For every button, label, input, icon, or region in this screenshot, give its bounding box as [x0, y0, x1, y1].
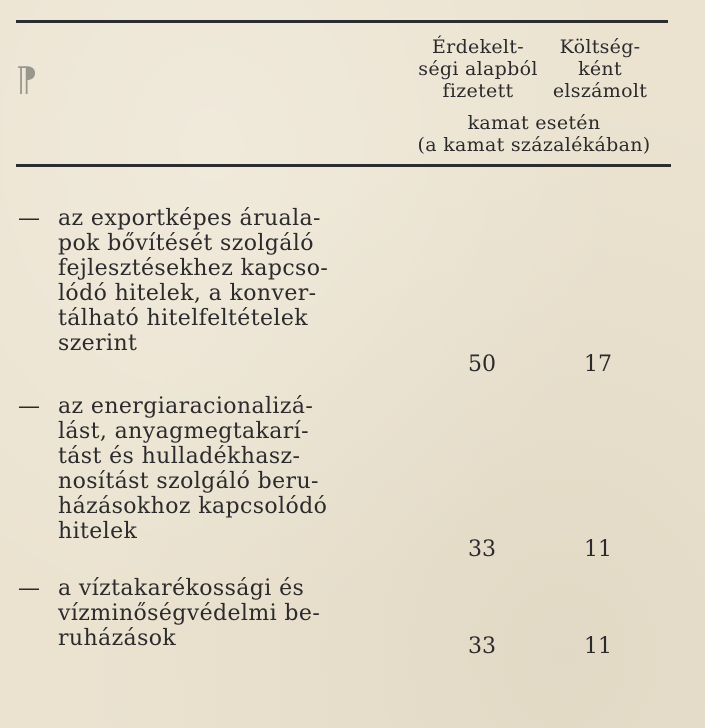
header-separator-rule	[16, 164, 671, 167]
margin-mark-icon: ⁋	[16, 60, 38, 100]
description-line: lást, anyagmegtakarí-	[58, 419, 309, 444]
header-line: Költség-	[559, 36, 641, 58]
column-header-cost-accounted	[548, 36, 652, 102]
description-line: tálható hitelfeltételek	[58, 306, 308, 331]
header-line: fizetett	[442, 80, 514, 102]
description-line: az exportképes áruala-	[58, 206, 321, 231]
description-line: az energiaracionalizá-	[58, 394, 314, 419]
value-cost-accounted: 11	[584, 537, 612, 562]
description-line: pok bővítését szolgáló	[58, 231, 314, 256]
description-line: lódó hitelek, a konver-	[58, 281, 317, 306]
value-interest-fund: 33	[468, 634, 496, 659]
description-line: nosítást szolgáló beru-	[58, 469, 319, 494]
dash-marker: —	[18, 576, 40, 601]
description-line: házásokhoz kapcsolódó	[58, 494, 328, 519]
top-rule	[16, 20, 668, 23]
header-line: elszámolt	[552, 80, 648, 102]
header-line: Érdekelt-	[432, 36, 524, 58]
description-line: a víztakarékossági és	[58, 576, 305, 601]
value-cost-accounted: 11	[584, 634, 612, 659]
unit-line: (a kamat százalékában)	[417, 134, 651, 156]
description-line: ruházások	[58, 626, 177, 651]
description-line: fejlesztésekhez kapcso-	[58, 256, 329, 281]
row-description	[58, 394, 327, 544]
description-line: vízminőségvédelmi be-	[58, 601, 321, 626]
description-line: szerint	[58, 331, 138, 356]
description-line: hitelek	[58, 519, 138, 544]
row-description	[58, 576, 320, 651]
value-cost-accounted: 17	[584, 352, 612, 377]
value-interest-fund: 50	[468, 352, 496, 377]
row-description	[58, 206, 328, 356]
dash-marker: —	[18, 206, 40, 231]
unit-note	[398, 112, 670, 156]
header-line: ségi alapból	[418, 58, 538, 80]
value-interest-fund: 33	[468, 537, 496, 562]
description-line: tást és hulladékhasz-	[58, 444, 301, 469]
dash-marker: —	[18, 394, 40, 419]
header-line: ként	[578, 58, 622, 80]
column-header-interest-fund	[404, 36, 552, 102]
unit-line: kamat esetén	[467, 112, 601, 134]
